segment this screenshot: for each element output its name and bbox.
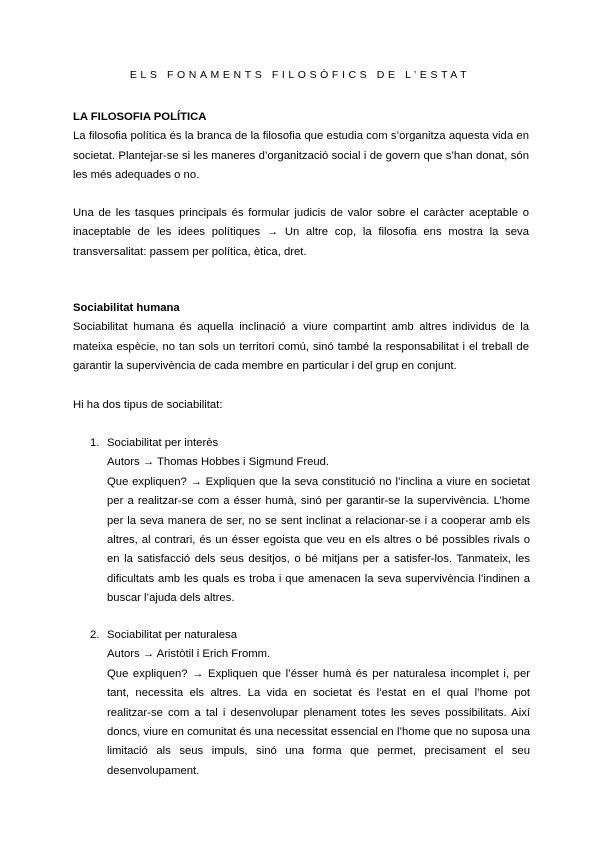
list-item-authors: Autors → Aristòtil i Erich Fromm. — [107, 648, 271, 661]
paragraph: La filosofia política és la branca de la filosofia que estudia com s’organitza aquesta vida en societat. Plantejar-se si les maneres d’organització social i de govern que s’han donat, són les més adequades o no. — [73, 130, 529, 182]
list-intro — [73, 396, 529, 415]
list-item — [90, 434, 530, 609]
document-title: ELS FONAMENTS FILOSÒFICS DE L’ESTAT — [129, 69, 471, 81]
section-heading: LA FILOSOFIA POLÍTICA — [73, 111, 207, 123]
list-item-text: Que expliquen? → Expliquen que l’ésser humà és per naturalesa incomplet i, per tant, necessita els altres. La vida en societat és l’estat en el qual l’home pot realitzar-se com a tal i desenvolupar plenament totes les seves possibilitats. Així doncs, viure en comunitat és una necessitat essencial en l’home que no suposa una limitació als seus impuls, sinó una forma que permet, precisament el seu desenvolupament. — [107, 667, 530, 777]
list-number: 2. — [90, 629, 100, 641]
section-human-sociability — [73, 299, 529, 377]
list-item — [90, 626, 530, 781]
section-political-philosophy — [73, 108, 529, 186]
paragraph: Sociabilitat humana és aquella inclinació a viure compartint amb altres individus de la mateixa espècie, no tan sols un territori comú, sinó també la responsabilitat i el treball de garantir la supervivència de cada membre en particular i del grup en conjunt. — [73, 321, 529, 373]
paragraph: Hi ha dos tipus de sociabilitat: — [73, 399, 223, 411]
section-political-philosophy-continued — [73, 204, 529, 262]
list-item-text: Que expliquen? → Expliquen que la seva constitució no l’inclina a viure en societat per a realitzar-se com a ésser humà, sinó per garantir-se la supervivència. L’home per la seva manera de ser, no se sent inclinat a relacionar-se i a cooperar amb els altres, al contrari, és un ésser egoista que veu en els altres o bé possibles rivals o en la satisfacció dels seus desitjos, o bé mitjans per a satisfer-los. Tanmateix, les dificultats amb les quals es troba i que amenacen la seva supervivència l’indinen a buscar l’ajuda dels altres. — [107, 475, 530, 605]
paragraph: Una de les tasques principals és formular judicis de valor sobre el caràcter aceptable o inaceptable de les idees polítiques → Un altre cop, la filosofia ens mostra la seva transversalitat: passem per política, ètica, dret. — [73, 207, 529, 258]
list-item-title: Sociabilitat per naturalesa — [107, 629, 237, 641]
section-heading: Sociabilitat humana — [73, 302, 180, 314]
list-item-title: Sociabilitat per interès — [107, 437, 219, 449]
list-number: 1. — [90, 437, 100, 449]
list-item-authors: Autors → Thomas Hobbes i Sigmund Freud. — [107, 456, 330, 469]
